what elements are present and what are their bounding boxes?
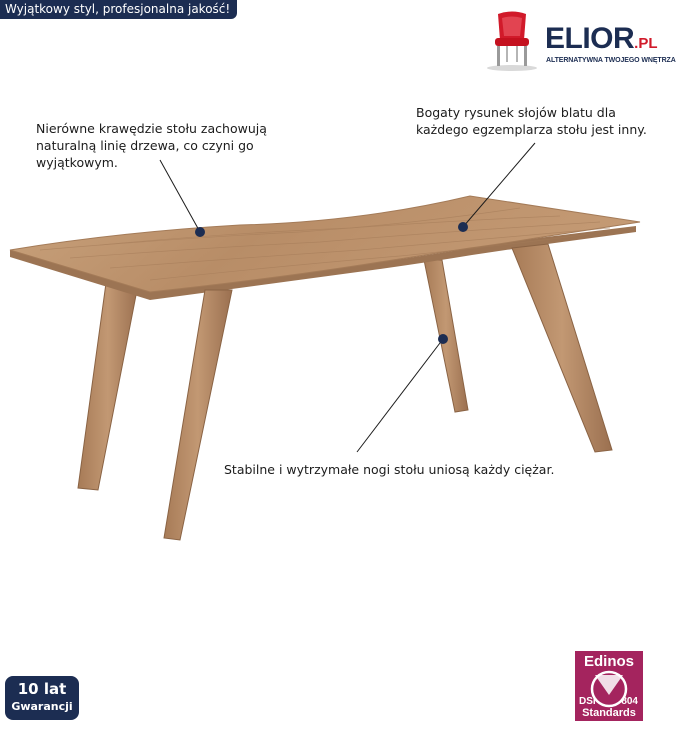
table-leg-back-left: [78, 283, 138, 490]
cert-code-right: 804: [621, 696, 638, 707]
table-leg-front-left: [164, 290, 232, 540]
callout-dot-edges: [195, 227, 205, 237]
cert-code-left: DSI: [579, 696, 596, 707]
callout-line-legs: [357, 339, 443, 452]
logo-name: ELIOR: [545, 22, 635, 55]
logo-tagline: ALTERNATYWNA TWOJEGO WNĘTRZA: [546, 57, 676, 64]
annotation-legs: Stabilne i wytrzymałe nogi stołu uniosą każdy ciężar.: [224, 462, 555, 477]
callout-dot-grain: [458, 222, 468, 232]
warranty-label: Gwarancji: [11, 700, 73, 713]
warranty-years: 10 lat: [17, 680, 67, 698]
cert-brand: Edinos: [583, 653, 634, 670]
cert-label: Standards: [582, 707, 636, 719]
table-leg-front-right: [512, 244, 612, 452]
callout-dot-legs: [438, 334, 448, 344]
warranty-badge: [5, 676, 79, 720]
annotation-edges: Nierówne krawędzie stołu zachowują naturalną linię drzewa, co czyni go wyjątkowym.: [36, 121, 267, 170]
annotation-grain: Bogaty rysunek słojów blatu dla każdego egzemplarza stołu jest inny.: [416, 105, 647, 137]
promo-banner: Wyjątkowy styl, profesjonalna jakość!: [0, 0, 237, 19]
logo-suffix: .PL: [634, 35, 658, 52]
certification-badge: [575, 651, 643, 721]
